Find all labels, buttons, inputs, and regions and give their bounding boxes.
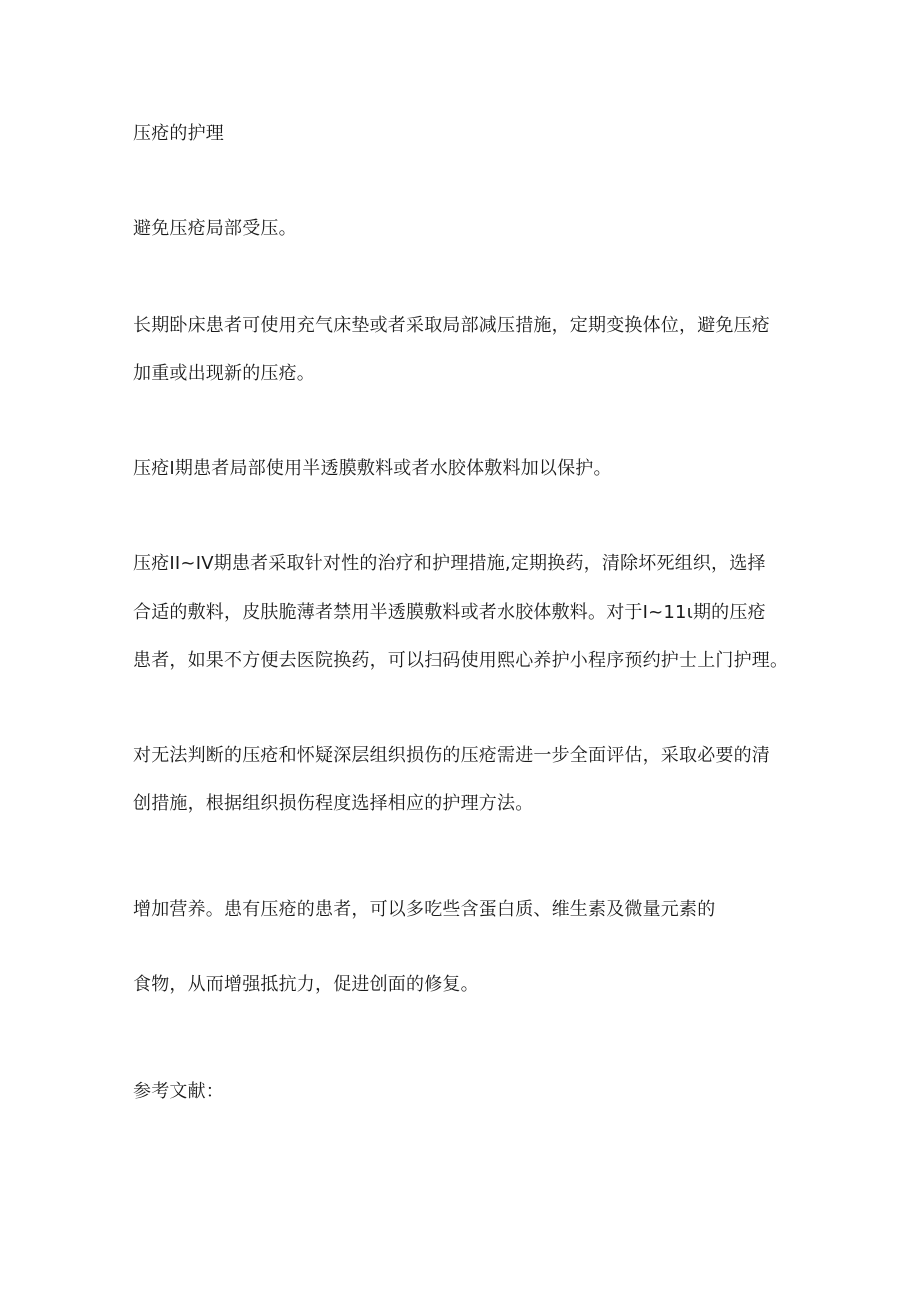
paragraph-bedridden-line-1: 长期卧床患者可使用充气床垫或者采取局部减压措施，定期变换体位，避免压疮	[133, 315, 770, 336]
paragraph-stage-two-four-line-2: 合适的敷料，皮肤脆薄者禁用半透膜敷料或者水胶体敷料。对于I~11ι期的压疮	[133, 602, 766, 623]
paragraph-stage-two-four-line-3: 患者，如果不方便去医院换药，可以扫码使用熙心养护小程序预约护士上门护理。	[133, 650, 789, 671]
paragraph-stage-two-four-line-1: 压疮II~IV期患者采取针对性的治疗和护理措施,定期换药，清除坏死组织，选择	[133, 553, 766, 574]
paragraph-avoid-pressure: 避免压疮局部受压。	[133, 218, 297, 239]
paragraph-stage-one: 压疮Ⅰ期患者局部使用半透膜敷料或者水胶体敷料加以保护。	[133, 458, 612, 479]
paragraph-bedridden-line-2: 加重或出现新的压疮。	[133, 363, 315, 384]
paragraph-deep-tissue-line-1: 对无法判断的压疮和怀疑深层组织损伤的压疮需进一步全面评估，采取必要的清	[133, 745, 770, 766]
references-heading: 参考文献：	[133, 1081, 224, 1102]
page-title: 压疮的护理	[133, 123, 224, 144]
paragraph-deep-tissue-line-2: 创措施，根据组织损伤程度选择相应的护理方法。	[133, 793, 534, 814]
paragraph-nutrition-line-1: 增加营养。患有压疮的患者，可以多吃些含蛋白质、维生素及微量元素的	[133, 899, 716, 920]
paragraph-nutrition-line-2: 食物，从而增强抵抗力，促进创面的修复。	[133, 974, 479, 995]
